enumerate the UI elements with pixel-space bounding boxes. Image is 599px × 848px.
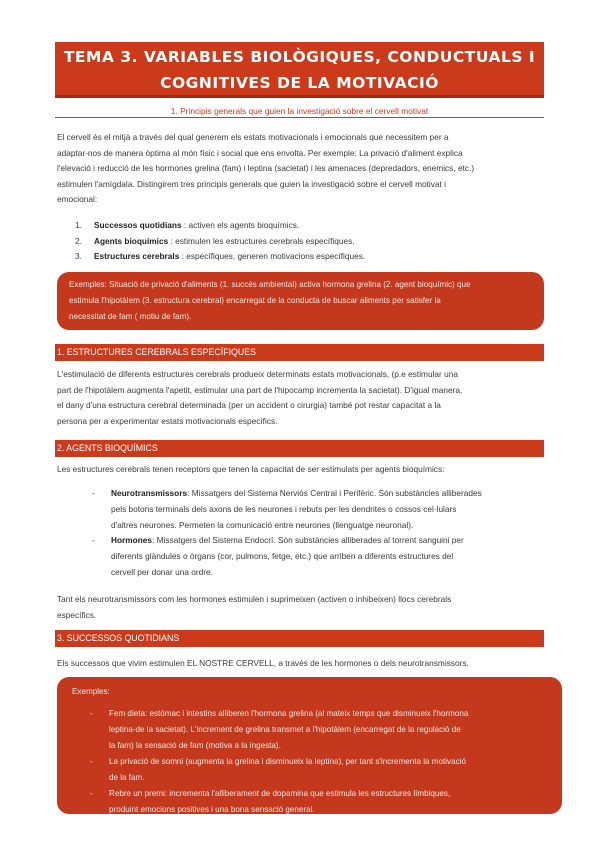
section-intro: Les estructures cerebrals tenen receptors que tenen la capacitat de ser estimulats per agents bioquímics: (57, 464, 445, 474)
list-number: 1. (75, 220, 82, 230)
page-title (55, 42, 544, 98)
text-line: cervell per donar una ordre. (111, 566, 213, 577)
list-number: 2. (75, 235, 82, 246)
list-dash: - (90, 757, 93, 766)
text-line: de la fam. (109, 773, 145, 782)
text-line: persona per a experimentar estats motivacionals específics. (57, 415, 278, 426)
section-heading: 2. AGENTS BIOQUÍMICS (55, 440, 544, 457)
list-desc: : específiques, generen motivacions específiques. (181, 251, 366, 262)
text-line: El cervell és el mitjà a través del qual generem els estats motivacionals i emocionals que necessitem per a (57, 132, 449, 142)
list-term: Estructures cerebrals (94, 251, 180, 262)
title-line-2: COGNITIVES DE LA MOTIVACIÓ (160, 74, 439, 92)
text-line: estimulen l'amígdala. Distingirem tres principis generals que guien la investigació sobre el cervell motivat i (57, 178, 446, 189)
example-box (57, 677, 562, 814)
list-item (90, 786, 547, 818)
text-line: diferents glàndules o òrgans (cor, pulmons, fetge, etc.) que arriben a diferents estructures del (111, 551, 454, 562)
text-line: d'altres neurones. Permeten la comunicació entre neurones (llenguatge neuronal). (111, 519, 414, 530)
text-line: L'estimulació de diferents estructures cerebrals produeix determinats estats motivacionals, (p.e estimular una (57, 369, 458, 379)
text-line: l'elevació i reducció de les hormones grelina (fam) i leptina (sacietat) i les amenaces (depredadors, enemics, etc.) (57, 163, 475, 174)
principles-list (75, 218, 365, 265)
list-item (92, 486, 544, 533)
text-line: el dany d'una estructura cerebral determinada (per un accident o cirurgia) també pot restar capacitat a la (57, 400, 441, 411)
title-line-1: TEMA 3. VARIABLES BIOLÒGIQUES, CONDUCTUALS I (63, 48, 536, 66)
text-line: necessitat de fam ( motiu de fam). (69, 312, 192, 321)
text-line: Tant els neurotransmissors com les hormones estimulen i suprimeixen (activen o inhibeixen) llocs cerebrals (57, 594, 452, 604)
section-intro: Els successos que vivim estimulen EL NOSTRE CERVELL, a través de les hormones o dels neurotransmissors. (57, 658, 469, 668)
list-item (75, 249, 365, 265)
subtitle-divider (55, 117, 544, 118)
text-line: adaptar-nos de manera òptima al món físic i social que ens envolta. Per exemple: La privació d'aliment explica (57, 147, 463, 158)
text-line: Rebre un premi: incrementa l'alliberament de dopamina que estimula les estructures límbiques, (109, 789, 451, 798)
list-desc: : estimulen les estructures cerebrals específiques. (170, 235, 355, 246)
text-line: : Missatgers del Sistema Nerviós Central i Perifèric. Són substàncies alliberades (187, 488, 482, 498)
list-item (90, 754, 547, 786)
list-term: Neurotransmissors (111, 488, 188, 498)
examples-list (72, 706, 547, 818)
list-item (92, 533, 544, 580)
text-line: emocional: (57, 194, 98, 205)
text-line: específics. (57, 609, 97, 620)
list-term: Hormones (111, 535, 153, 546)
intro-paragraph (57, 130, 544, 208)
text-line: : Missatgers del Sistema Endocrí. Són substàncies alliberades al torrent sanguini per (152, 535, 464, 546)
text-line: La privació de somni (augmenta la grelina i disminueix la leptina), per tant s'incrementa la motivació (109, 757, 466, 766)
list-dash: - (90, 789, 93, 798)
list-dash: - (92, 488, 95, 498)
list-item (90, 706, 547, 754)
section-subtitle: 1. Principis generals que guien la investigació sobre el cervell motivat (170, 106, 429, 116)
section-outro (57, 592, 544, 623)
section-paragraph (57, 367, 544, 429)
list-item (75, 218, 365, 234)
list-term: Agents bioquímics (94, 235, 169, 246)
section-heading: 3. SUCCESSOS QUOTIDIANS (55, 630, 544, 647)
text-line: Exemples: Situació de privació d'aliments (1. succés ambiental) activa hormona grelina (2. agent bioquímic) que (69, 280, 471, 289)
list-term: Successos quotidians (94, 220, 182, 230)
list-number: 3. (75, 251, 82, 262)
text-line: produint emocions positives i una bona sensació general. (109, 805, 315, 814)
list-item (75, 234, 365, 250)
text-line: leptina-de la sacietat). L'increment de grelina transmet a l'hipotàlem (encarregat de la regulació de (109, 725, 461, 734)
text-line: la fam) la sensació de fam (motiva a la ingesta). (109, 741, 281, 750)
section-heading: 1. ESTRUCTURES CEREBRALS ESPECÍFIQUES (55, 344, 544, 361)
list-dash: - (92, 535, 95, 546)
example-box (57, 272, 544, 330)
text-line: Fem dieta: estómac i intestins alliberen l'hormona grelina (al mateix temps que disminueix l'hormona (109, 709, 469, 718)
text-line: part de l'hipotàlem augmenta l'apetit, estimular una part de l'hipocamp incrementa la sacietat). D'igual manera, (57, 384, 463, 395)
list-desc: : activen els agents bioquímics. (183, 220, 300, 230)
text-line: estimula l'hipotàlem (3. estructura cerebral) encarregat de la conducta de buscar aliments per satisfer la (69, 296, 441, 305)
text-line: pels botons terminals dels axons de les neurones i rebuts per les dendrites o cossos cel·lulars (111, 503, 457, 514)
example-label: Exemples: (72, 687, 110, 696)
agents-list (92, 486, 544, 581)
list-dash: - (90, 709, 93, 718)
